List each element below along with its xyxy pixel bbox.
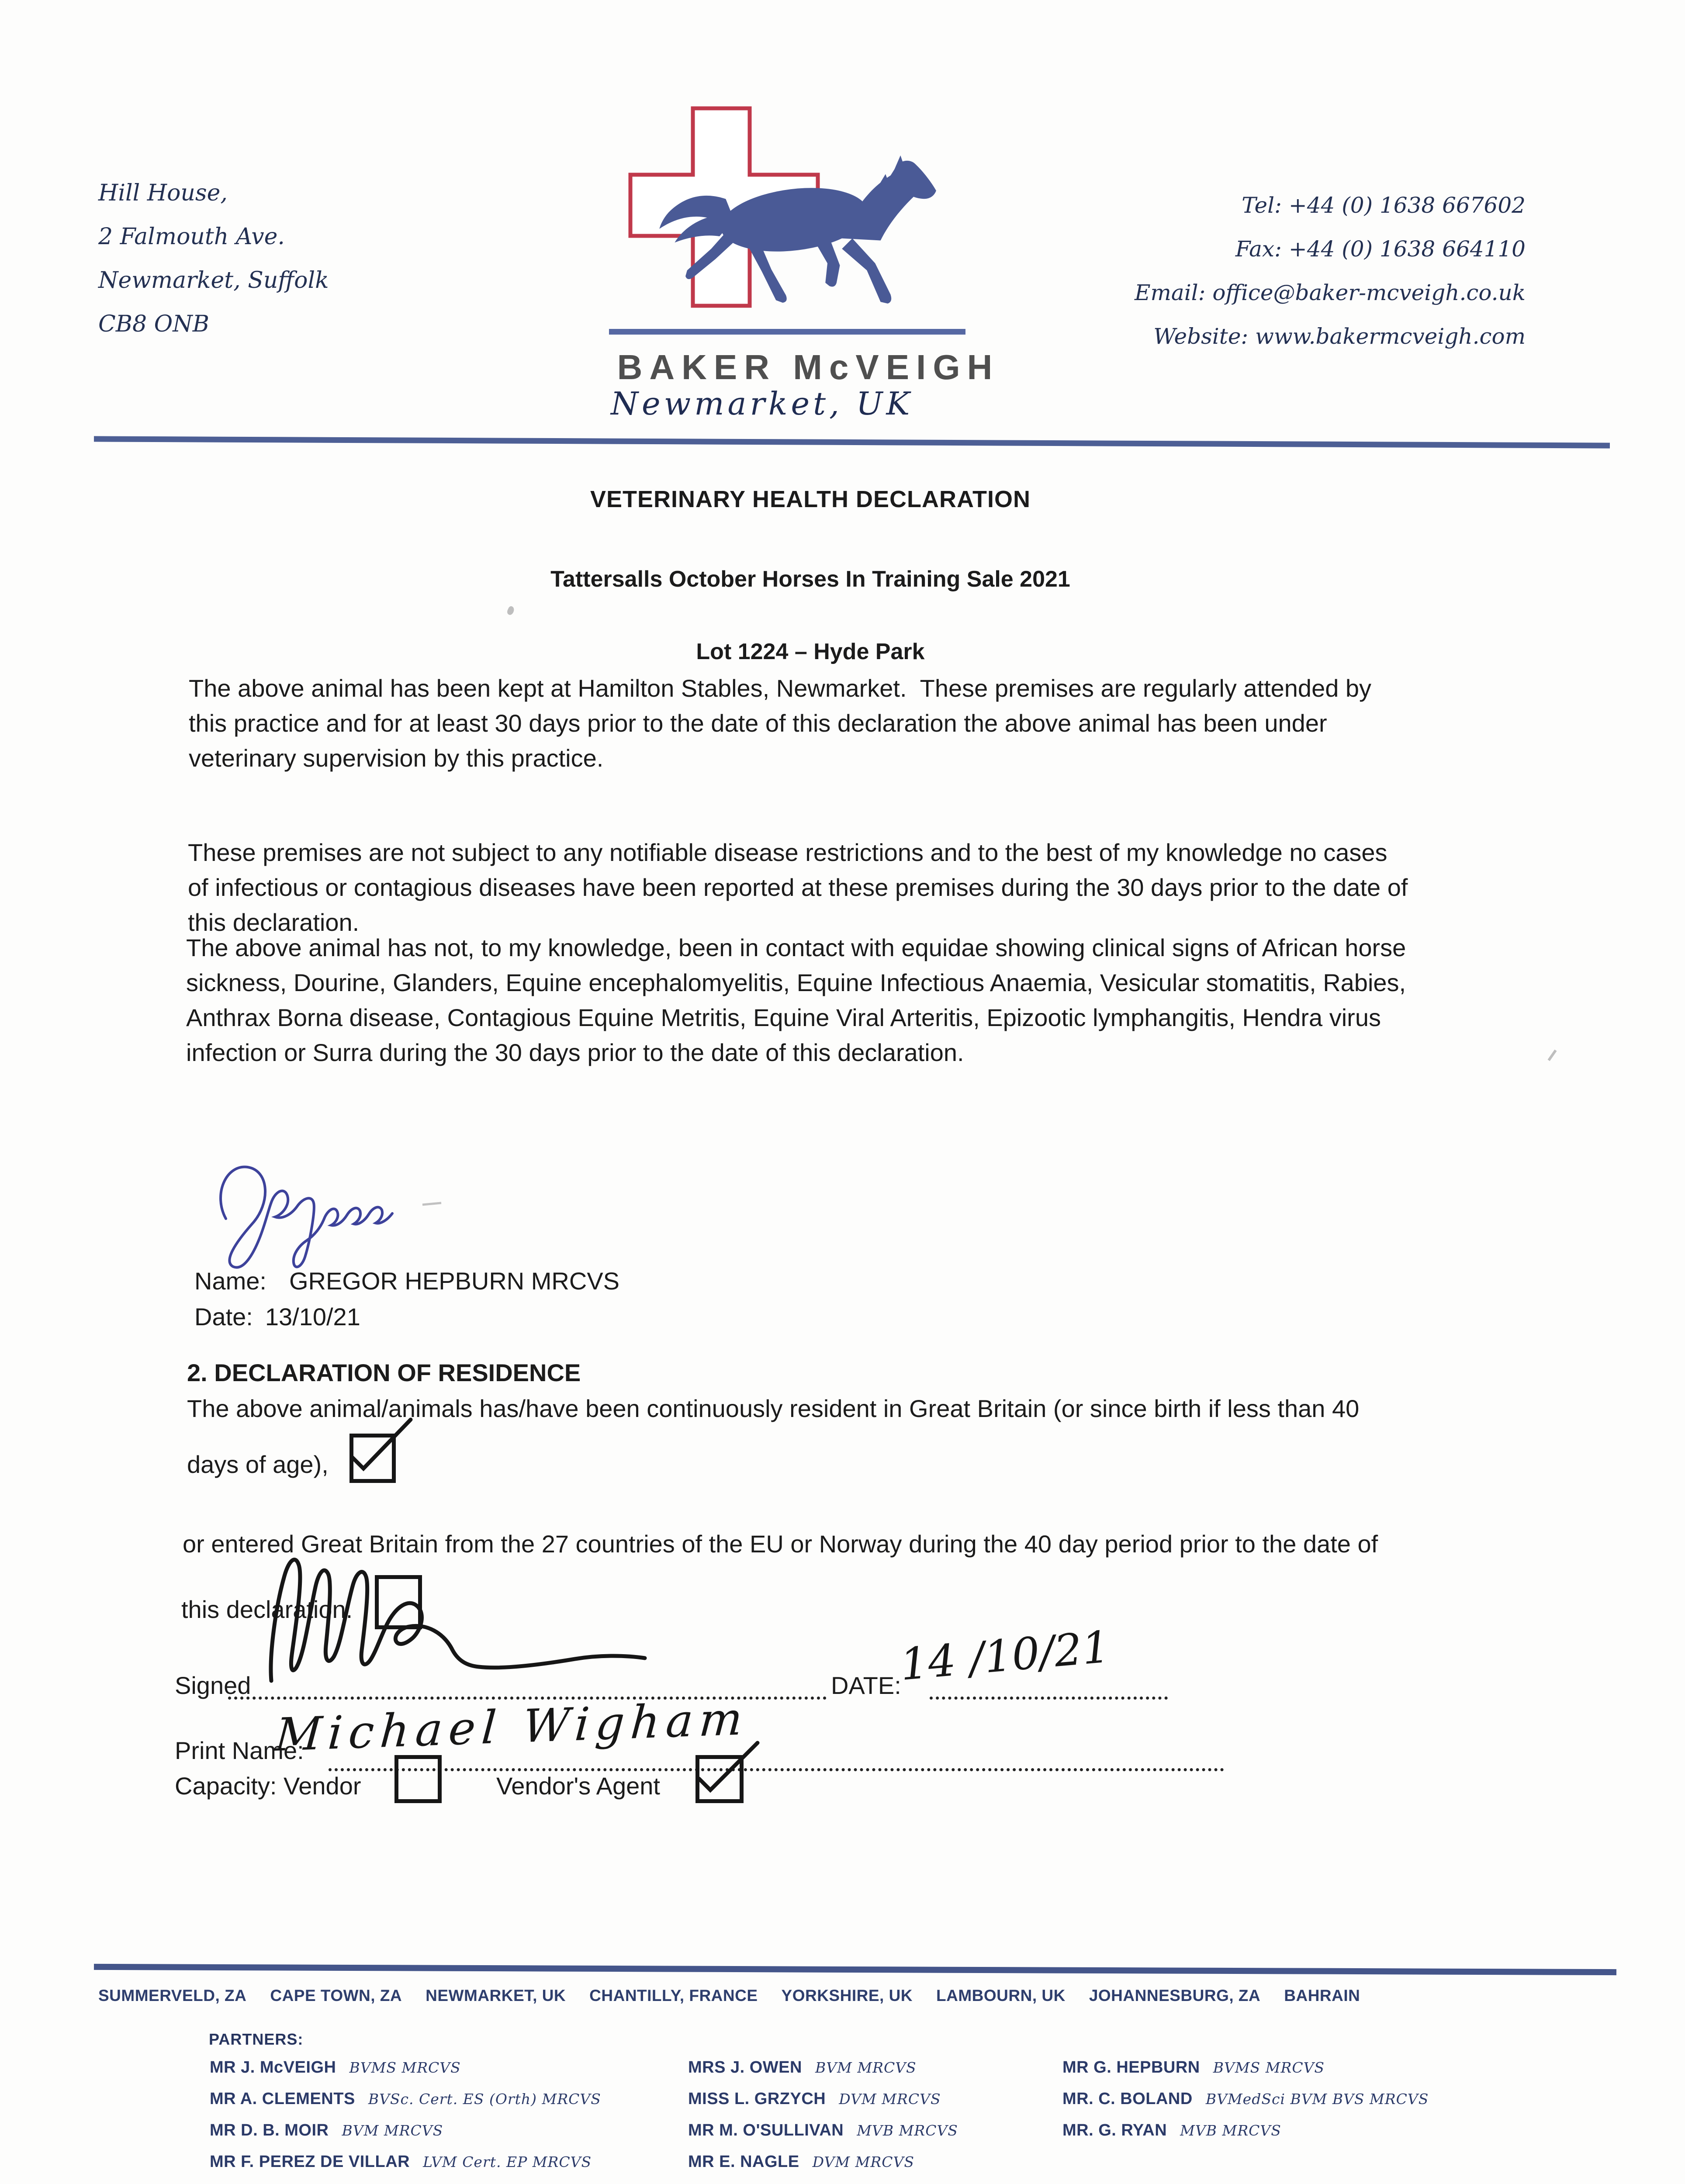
signed-label: Signed [175,1672,251,1699]
paragraph-line: infection or Surra during the 30 days prior to the date of this declaration. [186,1039,964,1066]
partners-label: PARTNERS: [209,2030,304,2048]
partner-row [688,2090,941,2108]
partner-name: MR M. O'SULLIVAN [688,2121,844,2139]
partner-row [210,2153,592,2171]
logo-underline [609,329,965,335]
website-line: Website: www.bakermcveigh.com [1153,324,1526,349]
address-line: Newmarket, Suffolk [98,267,329,294]
hepburn-signature [202,1149,473,1280]
paragraph-line: this practice and for at least 30 days prior to the date of this declaration the above animal has been under [189,709,1327,737]
paragraph-premises [188,835,1408,940]
entered-line1: or entered Great Britain from the 27 countries of the EU or Norway during the 40 day period prior to the date of [183,1530,1378,1558]
paragraph-line: The above animal has been kept at Hamilton Stables, Newmarket. These premises are regularly attended by [189,674,1372,702]
partner-name: MR D. B. MOIR [210,2121,329,2139]
brand-subtitle: Newmarket, UK [611,385,913,422]
handwritten-date: 14 /10/21 [898,1621,1112,1690]
location-item: YORKSHIRE, UK [781,1987,913,2004]
wigham-signature [243,1541,715,1703]
lot-title: Lot 1224 – Hyde Park [696,639,925,664]
capacity-vendor-label: Capacity: Vendor [175,1772,361,1800]
paragraph-line: sickness, Dourine, Glanders, Equine encephalomyelitis, Equine Infectious Anaemia, Vesicular stomatitis, Rabies, [186,969,1406,996]
partner-name: MR J. McVEIGH [210,2058,336,2077]
partner-qualification: BVMedSci BVM BVS MRCVS [1205,2091,1429,2108]
location-item: NEWMARKET, UK [426,1987,566,2004]
practice-address [98,171,329,346]
name-label: Name: [194,1267,266,1295]
partner-qualification: DVM MRCVS [839,2091,941,2108]
residence-line2: days of age), [187,1451,329,1478]
header-rule [94,436,1610,448]
partner-row [688,2153,914,2171]
partner-qualification: MVB MRCVS [1180,2122,1281,2139]
date-label: Date: [194,1303,253,1330]
date-caps-label: DATE: [831,1672,901,1699]
partner-qualification: BVMS MRCVS [1213,2059,1325,2076]
partner-qualification: BVMS MRCVS [349,2059,461,2076]
paragraph-kept-at [189,671,1371,776]
vendors-agent-label: Vendor's Agent [496,1772,660,1800]
paragraph-line: this declaration. [188,909,360,936]
location-item: CHANTILLY, FRANCE [589,1987,758,2004]
partner-qualification: BVM MRCVS [342,2122,443,2139]
location-item: JOHANNESBURG, ZA [1089,1987,1261,2004]
partner-name: MR. G. RYAN [1062,2121,1167,2139]
partner-qualification: LVM Cert. EP MRCVS [423,2153,592,2170]
vendor-checkbox [394,1755,442,1803]
agent-checkbox-tick [691,1737,768,1802]
partner-qualification: DVM MRCVS [812,2153,914,2170]
partner-name: MISS L. GRZYCH [688,2090,826,2108]
paragraph-line: veterinary supervision by this practice. [189,744,604,772]
paragraph-line: These premises are not subject to any notifiable disease restrictions and to the best of my knowledge no cases [188,839,1387,866]
tel-line: Tel: +44 (0) 1638 667602 [1242,193,1526,218]
paragraph-contact-diseases [186,930,1406,1070]
scan-artifact [506,605,515,616]
document-title: VETERINARY HEALTH DECLARATION [590,486,1031,512]
vet-name-value: GREGOR HEPBURN MRCVS [289,1267,620,1295]
partner-name: MRS J. OWEN [688,2058,802,2077]
location-item: BAHRAIN [1284,1987,1360,2004]
section2-heading: 2. DECLARATION OF RESIDENCE [187,1359,581,1386]
partner-row [1062,2121,1281,2140]
email-line: Email: office@baker-mcveigh.co.uk [1134,280,1526,305]
locations-bar [98,1987,1584,2005]
print-name-dotted-line [329,1768,1224,1771]
partner-row [210,2121,443,2140]
paragraph-line: The above animal has not, to my knowledge, been in contact with equidae showing clinical signs of African horse [186,934,1406,961]
partner-qualification: BVSc. Cert. ES (Orth) MRCVS [368,2091,601,2108]
paragraph-line: Anthrax Borna disease, Contagious Equine Metritis, Equine Viral Arteritis, Epizootic lymphangitis, Hendra virus [186,1004,1381,1031]
partner-row [1062,2058,1325,2077]
residence-line1: The above animal/animals has/have been continuously resident in Great Britain (or since birth if less than 40 [187,1395,1360,1422]
fax-line: Fax: +44 (0) 1638 664110 [1235,236,1526,262]
location-item: LAMBOURN, UK [936,1987,1066,2004]
vet-date-row [194,1303,360,1331]
footer-rule [94,1964,1616,1975]
partner-name: MR G. HEPBURN [1062,2058,1200,2077]
address-line: 2 Falmouth Ave. [98,224,285,250]
partner-name: MR E. NAGLE [688,2153,799,2171]
partner-row [210,2058,461,2077]
partner-name: MR. C. BOLAND [1062,2090,1193,2108]
brand-name: BAKER McVEIGH [617,348,1000,387]
entered-line2: this declaration. [181,1596,353,1623]
partner-qualification: BVM MRCVS [815,2059,917,2076]
partner-name: MR F. PEREZ DE VILLAR [210,2153,410,2171]
partner-row [1062,2090,1429,2108]
date-dotted-line [930,1697,1168,1700]
handwritten-name: Michael Wigham [273,1691,751,1762]
location-item: SUMMERVELD, ZA [98,1987,247,2004]
vet-name-row [194,1267,619,1295]
resident-checkbox-tick [346,1414,418,1478]
address-line: Hill House, [98,180,228,206]
partner-qualification: MVB MRCVS [857,2122,958,2139]
scan-artifact [1548,1050,1557,1061]
print-name-label: Print Name: [175,1737,304,1764]
vet-date-value: 13/10/21 [265,1303,360,1330]
address-line: CB8 ONB [98,311,209,337]
partner-row [688,2121,958,2140]
paragraph-line: of infectious or contagious diseases have been reported at these premises during the 30 days prior to the date of [188,874,1408,901]
partner-row [688,2058,917,2077]
partner-name: MR A. CLEMENTS [210,2090,355,2108]
practice-contact-details [1135,183,1526,358]
clinic-logo [607,103,970,339]
sale-subtitle: Tattersalls October Horses In Training Sale 2021 [550,567,1070,592]
partner-row [210,2090,601,2108]
location-item: CAPE TOWN, ZA [270,1987,402,2004]
